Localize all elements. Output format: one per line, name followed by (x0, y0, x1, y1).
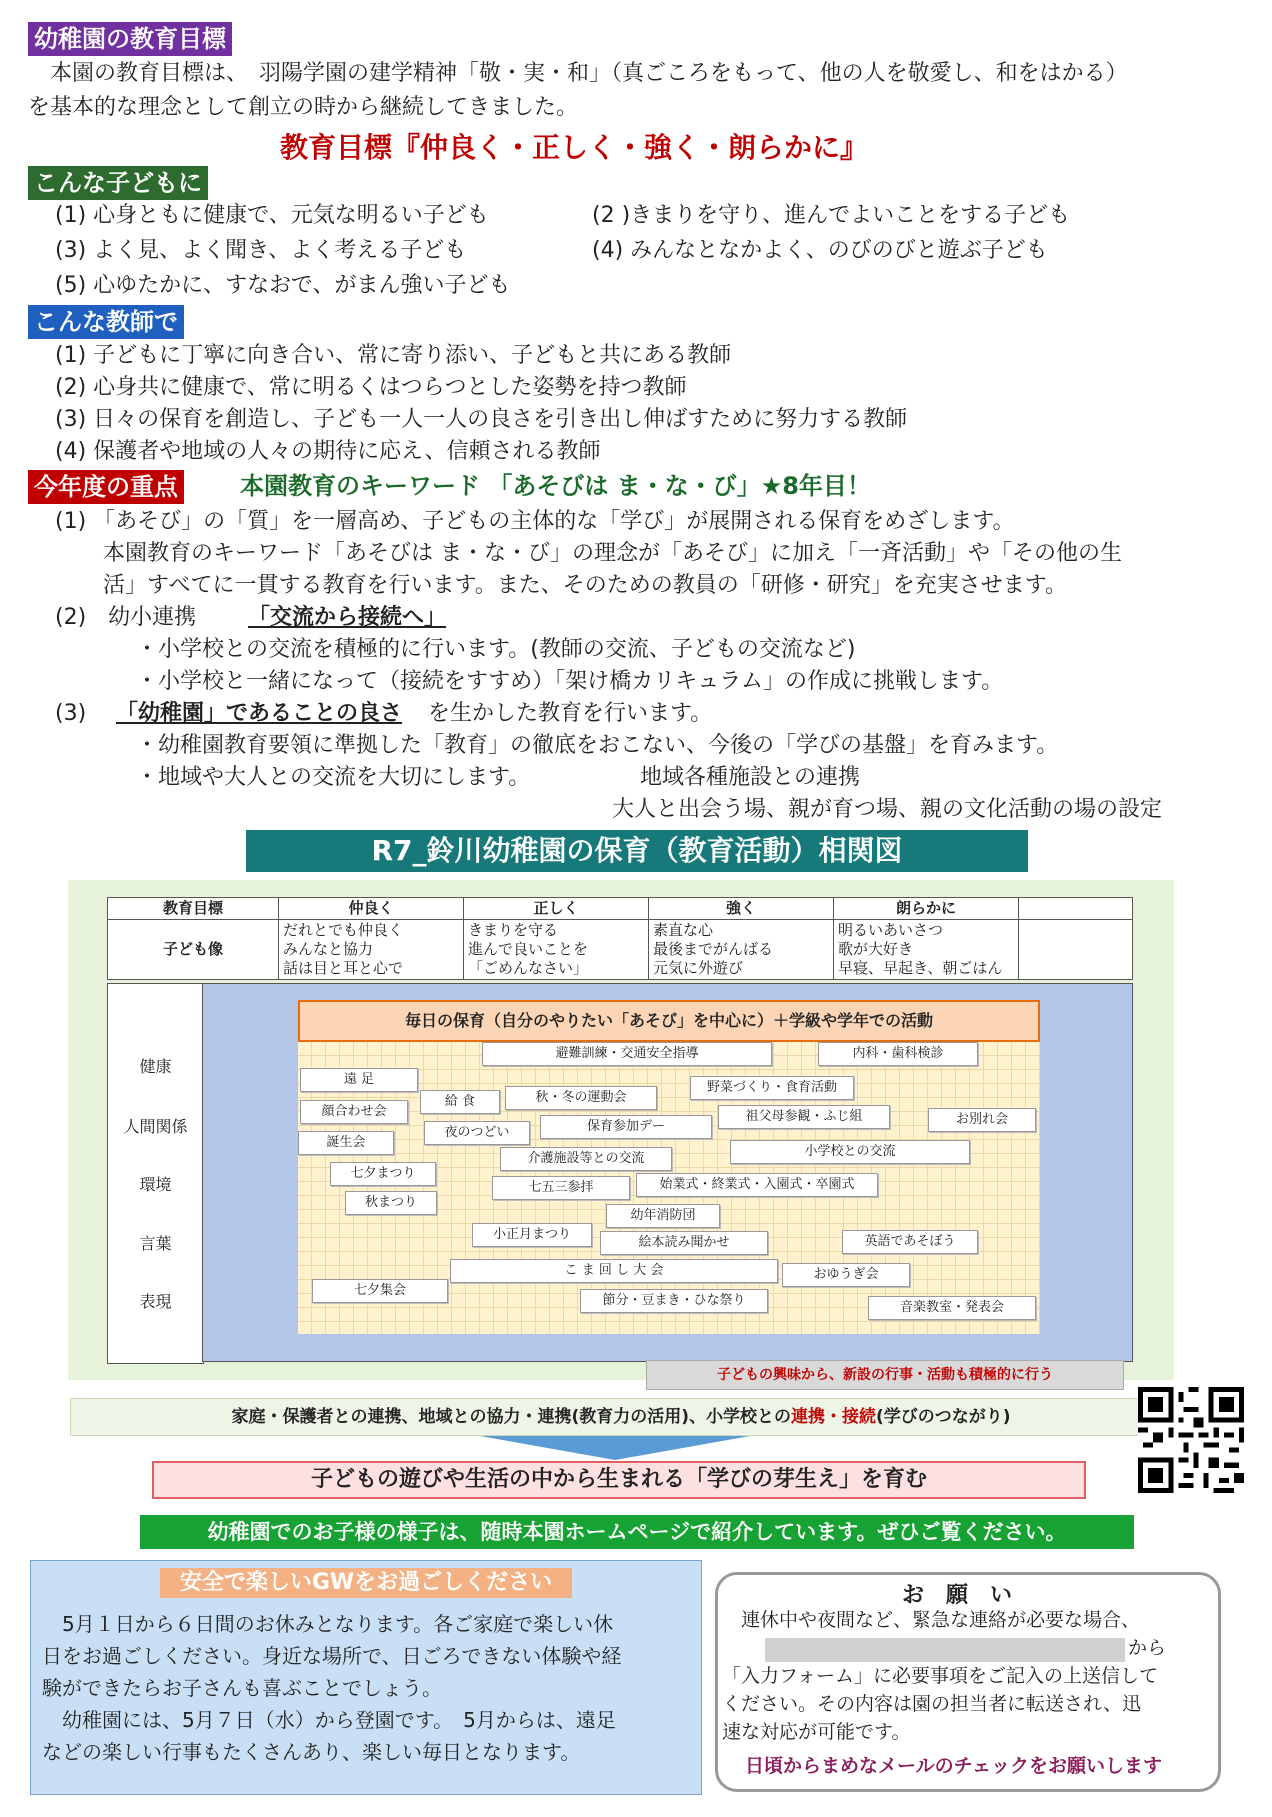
event-music-class: 音楽教室・発表会 (868, 1296, 1036, 1320)
down-arrow-icon (480, 1436, 750, 1460)
teachers-item-4: (4) 保護者や地域の人々の期待に応え、信頼される教師 (55, 439, 601, 464)
new-events-note: 子どもの興味から、新設の行事・活動も積極的に行う (646, 1360, 1124, 1390)
request-title: お願い (901, 1583, 1034, 1608)
focus-header: 今年度の重点 (28, 470, 184, 504)
children-item-4: (4) みんなとなかよく、のびのびと遊ぶ子ども (592, 238, 1048, 263)
partnership-suffix: (学びのつながり) (876, 1407, 1011, 1427)
children-item-1: (1) 心身ともに健康で、元気な明るい子ども (55, 203, 489, 228)
request-line-5: 速な対応が可能です。 (722, 1721, 911, 1743)
cell-line: 「ごめんなさい」 (468, 959, 589, 977)
gw-line-4: 幼稚園には、5月７日（水）から登園です。 5月からは、遠足 (42, 1708, 616, 1732)
event-vegetable-growing: 野菜づくり・食育活動 (690, 1076, 854, 1100)
goals-line-1: 本園の教育目標は、 羽陽学園の建学精神「敬・実・和」（真ごころをもって、他の人を敬愛し、和をはかる） (28, 61, 1128, 86)
focus-p3-title: 「幼稚園」であることの良さ (116, 701, 403, 726)
focus-p1b: 本園教育のキーワード「あそびは ま・な・び」の理念が「あそび」に加え「一斉活動」や「その他の生 (103, 541, 1122, 566)
focus-p3-label: (3) (55, 701, 87, 726)
cell-line: だれとでも仲良く (283, 921, 404, 939)
chart-title: R7_鈴川幼稚園の保育（教育活動）相関図 (246, 830, 1028, 872)
gw-line-1: 5月１日から６日間のお休みとなります。各ご家庭で楽しい休 (42, 1612, 614, 1636)
cell-line: 素直な心 (653, 921, 714, 939)
focus-p3c: 地域各種施設との連携 (640, 765, 861, 790)
area-language: 言葉 (139, 1234, 172, 1253)
partnership-band (70, 1398, 1172, 1436)
cell-line: みんなと協力 (283, 940, 374, 958)
table-head-empty (1019, 898, 1133, 920)
children-item-5: (5) 心ゆたかに、すなおで、がまん強い子ども (55, 273, 511, 298)
cell-line: 早寝、早起き、朝ごはん (838, 959, 1003, 977)
area-environment: 環境 (139, 1175, 172, 1194)
event-tanabata-festival: 七夕まつり (330, 1162, 436, 1186)
focus-p3a: ・幼稚園教育要領に準拠した「教育」の徹底をおこない、今後の「学びの基盤」を育みます。 (136, 733, 1059, 758)
table-cell (649, 920, 834, 980)
area-health: 健康 (139, 1057, 172, 1076)
event-sports-day: 秋・冬の運動会 (505, 1086, 657, 1110)
gw-line-2: 日をお過ごしください。身近な場所で、日ごろできない体験や経 (42, 1644, 622, 1668)
event-farewell: お別れ会 (928, 1108, 1036, 1132)
focus-p2-title: 「交流から接続へ」 (248, 605, 447, 630)
cell-line: 明るいあいさつ (838, 921, 944, 939)
goals-line-2: を基本的な理念として創立の時から継続してきました。 (28, 95, 579, 120)
event-koshogatsu: 小正月まつり (472, 1223, 592, 1247)
event-picture-book-reading: 絵本読み聞かせ (600, 1231, 768, 1255)
event-youth-fire-brigade: 幼年消防団 (606, 1204, 720, 1228)
gw-title: 安全で楽しいGWをお過ごしください (160, 1568, 572, 1598)
event-school-lunch: 給 食 (420, 1090, 500, 1114)
homepage-banner: 幼稚園でのお子様の様子は、随時本園ホームページで紹介しています。ぜひご覧ください。 (140, 1515, 1134, 1549)
goals-header: 幼稚園の教育目標 (28, 22, 232, 56)
children-header: こんな子どもに (28, 166, 208, 200)
partnership-text: 家庭・保護者との連携、地域との協力・連携(教育力の活用)、小学校との (231, 1407, 791, 1427)
teachers-item-2: (2) 心身共に健康で、常に明るくはつらつとした姿勢を持つ教師 (55, 375, 687, 400)
learning-sprout-box: 子どもの遊びや生活の中から生まれる「学びの芽生え」を育む (152, 1461, 1086, 1499)
gw-line-5: などの楽しい行事もたくさんあり、楽しい毎日となります。 (42, 1740, 581, 1764)
table-cell (464, 920, 649, 980)
focus-p2b: ・小学校と一緒になって（接続をすすめ）「架け橋カリキュラム」の作成に挑戦します。 (136, 669, 1004, 694)
area-relations: 人間関係 (123, 1117, 188, 1136)
focus-p1: (1) 「あそび」の「質」を一層高め、子どもの主体的な「学び」が展開される保育をめざします。 (55, 509, 1015, 534)
request-line-1: 連休中や夜間など、緊急な連絡が必要な場合、 (722, 1609, 1141, 1631)
focus-p1c: 活」すべてに一貫する教育を行います。また、そのための教員の「研修・研究」を充実させます。 (103, 573, 1068, 598)
event-birthday: 誕生会 (298, 1131, 394, 1155)
redacted-contact (765, 1638, 1125, 1662)
teachers-header: こんな教師で (28, 305, 184, 339)
area-expression: 表現 (139, 1292, 172, 1311)
request-closing: 日頃からまめなメールのチェックをお願いします (745, 1755, 1163, 1777)
focus-p3b: ・地域や大人との交流を大切にします。 (136, 765, 531, 790)
focus-p2a: ・小学校との交流を積極的に行います。(教師の交流、子どもの交流など) (136, 637, 856, 662)
table-head-tsuyoku: 強く (649, 898, 834, 920)
table-cell (279, 920, 464, 980)
cell-line: 進んで良いことを (468, 940, 589, 958)
event-evening-gathering: 夜のつどい (424, 1121, 530, 1145)
cell-line: 歌が大好き (838, 940, 914, 958)
event-shichigosan: 七五三参拝 (492, 1176, 630, 1200)
table-head-hogaraka: 朗らかに (834, 898, 1019, 920)
goals-table (107, 897, 1133, 980)
event-dance-recital: おゆうぎ会 (782, 1263, 910, 1287)
request-line-3: 「入力フォーム」に必要事項をご記入の上送信して (722, 1665, 1159, 1687)
teachers-item-3: (3) 日々の保育を創造し、子ども一人一人の良さを引き出し伸ばすために努力する教師 (55, 407, 908, 432)
table-row-label: 子ども像 (108, 920, 279, 980)
cell-line: きまりを守る (468, 921, 559, 939)
request-line-2: から (1128, 1637, 1167, 1659)
event-tanabata-assembly: 七夕集会 (312, 1279, 448, 1303)
daily-care-banner: 毎日の保育（自分のやりたい「あそび」を中心に）＋学級や学年での活動 (298, 1000, 1040, 1042)
event-elementary-exchange: 小学校との交流 (730, 1140, 970, 1164)
event-grandparents-day: 祖父母参観・ふじ組 (718, 1105, 890, 1129)
children-item-3: (3) よく見、よく聞き、よく考える子ども (55, 238, 467, 263)
cell-line: 話は目と耳と心で (283, 959, 404, 977)
event-spinning-top: こ ま 回 し 大 会 (450, 1259, 778, 1283)
children-item-2: (2 )きまりを守り、進んでよいことをする子ども (592, 203, 1071, 228)
event-excursion: 遠 足 (300, 1068, 418, 1092)
teachers-item-1: (1) 子どもに丁寧に向き合い、常に寄り添い、子どもと共にある教師 (55, 343, 732, 368)
goals-motto: 教育目標『仲良く・正しく・強く・朗らかに』 (280, 131, 869, 164)
table-head-nakayoku: 仲良く (279, 898, 464, 920)
table-head-tadashiku: 正しく (464, 898, 649, 920)
partnership-highlight: 連携・接続 (791, 1407, 876, 1427)
request-line-4: ください。その内容は園の担当者に転送され、迅 (722, 1693, 1142, 1715)
cell-line: 最後までがんばる (653, 940, 774, 958)
event-autumn-festival: 秋まつり (345, 1191, 437, 1215)
table-cell (1019, 920, 1133, 980)
focus-p3-rest: を生かした教育を行います。 (428, 701, 713, 726)
event-setsubun: 節分・豆まき・ひな祭り (580, 1289, 768, 1313)
table-head-goal: 教育目標 (108, 898, 279, 920)
event-ceremonies: 始業式・終業式・入園式・卒園式 (636, 1173, 878, 1197)
qr-code-icon[interactable] (1138, 1387, 1244, 1493)
event-care-facility: 介護施設等との交流 (500, 1147, 672, 1171)
event-evacuation-drill: 避難訓練・交通安全指導 (482, 1042, 772, 1066)
event-meet-greet: 顔合わせ会 (300, 1100, 408, 1124)
event-english-play: 英語であそぼう (842, 1230, 978, 1254)
gw-line-3: 験ができたらお子さんも喜ぶことでしょう。 (42, 1676, 442, 1700)
focus-p3d: 大人と出会う場、親が育つ場、親の文化活動の場の設定 (612, 797, 1163, 822)
event-parent-day: 保育参加デー (540, 1115, 712, 1139)
area-column (107, 983, 204, 1364)
focus-keyword: 本園教育のキーワード 「あそびは ま・な・び」★8年目！ (240, 472, 871, 500)
event-medical-checkup: 内科・歯科検診 (818, 1042, 978, 1066)
focus-p2-label: (2) 幼小連携 (55, 605, 197, 630)
cell-line: 元気に外遊び (653, 959, 744, 977)
table-cell (834, 920, 1019, 980)
